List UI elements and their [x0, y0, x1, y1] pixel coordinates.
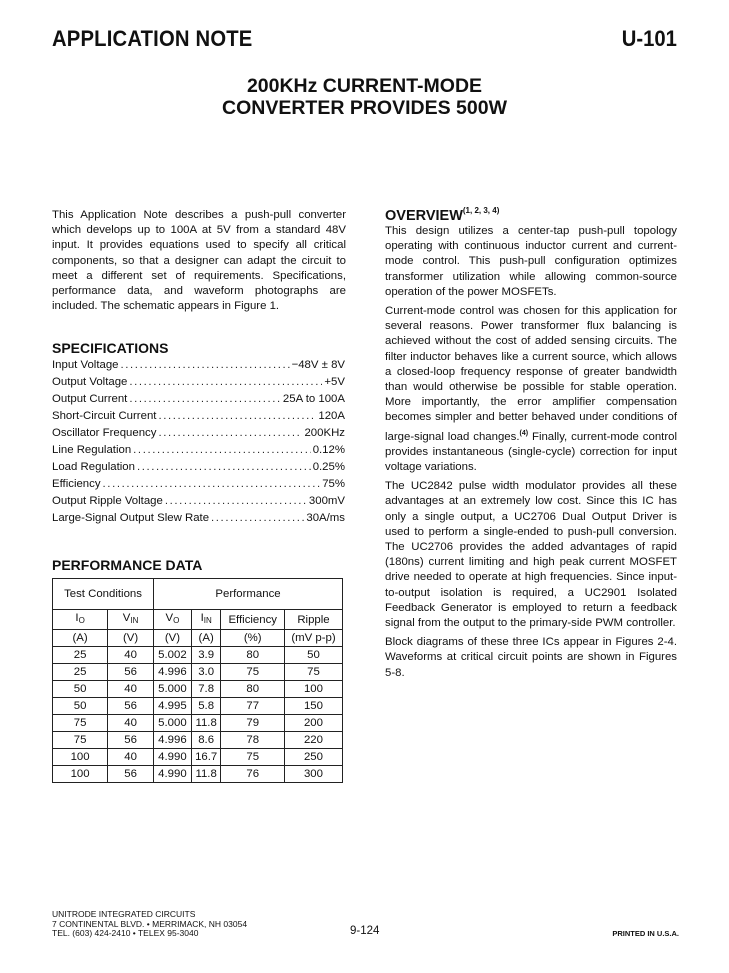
table-cell: 75: [53, 732, 108, 749]
spec-value: 75%: [322, 478, 345, 490]
table-cell: 77: [221, 698, 284, 715]
spec-row: [52, 391, 345, 408]
spec-row: [52, 374, 345, 391]
table-cell: 100: [284, 681, 342, 698]
overview-body: [385, 224, 677, 685]
table-cell: 75: [221, 664, 284, 681]
spec-label: Load Regulation: [52, 461, 135, 473]
table-cell: 5.002: [154, 647, 192, 664]
table-cell: 25: [53, 647, 108, 664]
spec-value: 120A: [318, 410, 345, 422]
spec-row: [52, 442, 345, 459]
leader-dots: [129, 391, 281, 408]
spec-value: 25A to 100A: [282, 393, 345, 405]
table-cell: 40: [108, 647, 154, 664]
footer-street: 7 CONTINENTAL BLVD. • MERRIMACK, NH 03054: [52, 918, 248, 929]
specifications-heading: SPECIFICATIONS: [52, 340, 169, 356]
specifications-list: [52, 357, 345, 527]
overview-paragraph: Block diagrams of these three ICs appear in Figures 2-4. Waveforms at critical circuit points are shown in Figures 5-8.: [385, 636, 677, 679]
table-cell: 40: [108, 681, 154, 698]
column-unit: (%): [221, 630, 284, 647]
spec-label: Output Ripple Voltage: [52, 495, 163, 507]
table-row: [53, 647, 343, 664]
table-cell: 100: [53, 766, 108, 783]
test-conditions-header: Test Conditions: [53, 579, 154, 610]
table-cell: 100: [53, 749, 108, 766]
performance-header: Performance: [154, 579, 343, 610]
spec-row: [52, 493, 345, 510]
table-row: [53, 715, 343, 732]
footer-address: [52, 910, 247, 939]
spec-value: +5V: [324, 376, 345, 388]
table-cell: 5.8: [191, 698, 221, 715]
table-cell: 4.990: [154, 749, 192, 766]
spec-row: [52, 408, 345, 425]
leader-dots: [165, 493, 307, 510]
table-row: [53, 698, 343, 715]
overview-paragraph: The UC2842 pulse width modulator provides all these advantages at an extremely low cost. Since this IC has only a single output, a UC2706 Dual Output Driver is used to perform a single-ended to push-pull conversion. The UC2706 provides the added advantages of rapid (180ns) current limiting and high peak current MOSFET drive needed to operate at high frequencies. Since input-to-output isolation is required, a UC2901 Isolated Feedback Generator is employed to return a feedback signal from the output to the primary-side PWM controller.: [385, 480, 677, 630]
spec-row: [52, 476, 345, 493]
printed-in: PRINTED IN U.S.A.: [612, 929, 679, 938]
table-row: [53, 732, 343, 749]
column-unit: (V): [154, 630, 192, 647]
spec-value: −48V ± 8V: [291, 359, 345, 371]
table-cell: 7.8: [191, 681, 221, 698]
table-cell: 56: [108, 698, 154, 715]
table-cell: 50: [53, 698, 108, 715]
column-unit: (A): [53, 630, 108, 647]
column-symbol: $I_O$: [53, 610, 108, 630]
leader-dots: [121, 357, 290, 374]
column-unit: (A): [191, 630, 221, 647]
table-cell: 50: [284, 647, 342, 664]
spec-label: Output Current: [52, 393, 128, 405]
spec-row: [52, 510, 345, 527]
column-unit: (mV p-p): [284, 630, 342, 647]
spec-label: Output Voltage: [52, 376, 128, 388]
footer-phone: TEL. (603) 424-2410 • TELEX 95-3040: [52, 928, 199, 938]
table-row: [53, 664, 343, 681]
table-cell: 75: [221, 749, 284, 766]
table-cell: 11.8: [191, 766, 221, 783]
table-cell: 78: [221, 732, 284, 749]
table-row: [53, 749, 343, 766]
column-symbol: Ripple: [284, 610, 342, 630]
overview-paragraph: This design utilizes a center-tap push-pull topology operating with continuous inductor current and current-mode control. This push-pull configuration optimizes transformer utilization while allowing common-source operation of the power MOSFETs.: [385, 225, 677, 298]
spec-row: [52, 459, 345, 476]
table-cell: 4.996: [154, 732, 192, 749]
table-cell: 250: [284, 749, 342, 766]
document-number: U-101: [621, 26, 677, 51]
table-cell: 3.9: [191, 647, 221, 664]
table-cell: 25: [53, 664, 108, 681]
leader-dots: [103, 476, 321, 493]
table-cell: 75: [284, 664, 342, 681]
spec-label: Efficiency: [52, 478, 101, 490]
header-title: APPLICATION NOTE: [52, 26, 253, 51]
table-cell: 150: [284, 698, 342, 715]
spec-label: Large-Signal Output Slew Rate: [52, 512, 210, 524]
table-row: [53, 766, 343, 783]
spec-value: 200KHz: [304, 427, 345, 439]
column-unit: (V): [108, 630, 154, 647]
table-cell: 80: [221, 681, 284, 698]
footer-company: UNITRODE INTEGRATED CIRCUITS: [52, 909, 196, 919]
table-cell: 16.7: [191, 749, 221, 766]
table-cell: 40: [108, 749, 154, 766]
table-cell: 40: [108, 715, 154, 732]
column-symbol: $V_O$: [154, 610, 192, 630]
table-cell: 75: [53, 715, 108, 732]
table-cell: 79: [221, 715, 284, 732]
spec-value: 0.12%: [312, 444, 345, 456]
page-number: 9-124: [350, 925, 380, 937]
leader-dots: [133, 442, 311, 459]
table-cell: 4.990: [154, 766, 192, 783]
table-cell: 200: [284, 715, 342, 732]
table-cell: 300: [284, 766, 342, 783]
leader-dots: [129, 374, 322, 391]
spec-value: 30A/ms: [306, 512, 345, 524]
leader-dots: [158, 408, 316, 425]
table-cell: 4.995: [154, 698, 192, 715]
spec-value: 300mV: [308, 495, 345, 507]
leader-dots: [158, 425, 302, 442]
overview-heading: OVERVIEW$^{(1, 2, 3, 4)}$: [385, 206, 500, 224]
table-cell: 220: [284, 732, 342, 749]
spec-label: Short-Circuit Current: [52, 410, 157, 422]
spec-label: Input Voltage: [52, 359, 119, 371]
page-title-line1: 200KHz CURRENT-MODE: [246, 75, 483, 97]
leader-dots: [137, 459, 311, 476]
table-cell: 56: [108, 766, 154, 783]
table-cell: 8.6: [191, 732, 221, 749]
page-title-line2: CONVERTER PROVIDES 500W: [222, 97, 507, 119]
column-symbol: $V_{IN}$: [108, 610, 154, 630]
leader-dots: [211, 510, 304, 527]
spec-row: [52, 425, 345, 442]
table-cell: 5.000: [154, 681, 192, 698]
performance-heading: PERFORMANCE DATA: [52, 557, 203, 573]
overview-paragraph: Current-mode control was chosen for this application for several reasons. Power transformer flux balancing is achieved without the cost of added sensing circuits. The filter inductor behaves like a current source, which allows a closed-loop frequency response of greater bandwidth than would otherwise be possible for stable operation. More importantly, the error amplifier compensation becomes simpler and better behaved under conditions of large-signal load changes.$^{(4)}$ Finally, current-mode control provides instantaneous (single-cycle) correction for input voltage variations.: [385, 305, 677, 474]
table-cell: 56: [108, 664, 154, 681]
table-cell: 5.000: [154, 715, 192, 732]
table-cell: 50: [53, 681, 108, 698]
column-symbol: Efficiency: [221, 610, 284, 630]
spec-row: [52, 357, 345, 374]
table-cell: 11.8: [191, 715, 221, 732]
spec-label: Line Regulation: [52, 444, 132, 456]
overview-references: (1, 2, 3, 4): [462, 206, 500, 215]
column-symbol: $I_{IN}$: [191, 610, 221, 630]
table-cell: 4.996: [154, 664, 192, 681]
table-cell: 56: [108, 732, 154, 749]
table-row: [53, 681, 343, 698]
intro-paragraph: This Application Note describes a push-pull converter which develops up to 100A at 5V from a standard 48V input. It provides equations used to specify all critical components, so that a designer can adapt the circuit to meet a different set of requirements. Specifications, performance data, and waveform photographs are included. The schematic appears in Figure 1.: [52, 209, 346, 313]
spec-value: 0.25%: [312, 461, 345, 473]
performance-table: [52, 578, 343, 783]
table-cell: 3.0: [191, 664, 221, 681]
spec-label: Oscillator Frequency: [52, 427, 157, 439]
table-cell: 76: [221, 766, 284, 783]
table-cell: 80: [221, 647, 284, 664]
footnote-ref: (4): [519, 429, 529, 437]
